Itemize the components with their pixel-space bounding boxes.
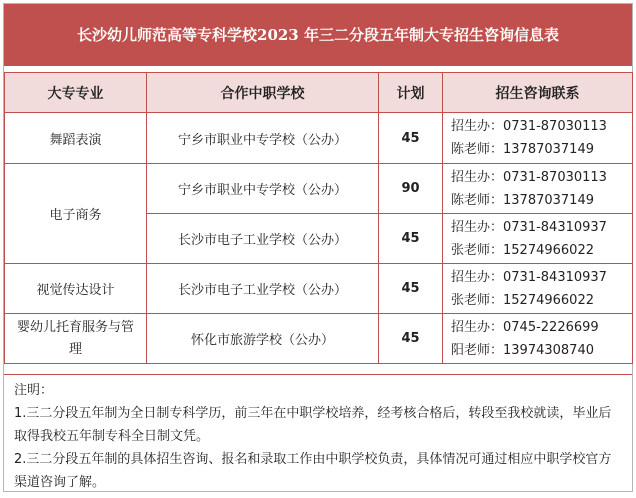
contact-cell — [443, 164, 633, 214]
contact-cell — [443, 264, 633, 314]
plan-cell: 45 — [379, 214, 443, 264]
enrollment-table — [4, 72, 633, 364]
major-cell: 舞蹈表演 — [5, 113, 147, 164]
notes-section — [4, 374, 632, 490]
contact-cell — [443, 113, 633, 164]
note-item-2: 2.三二分段五年制的具体招生咨询、报名和录取工作由中职学校负责，具体情况可通过相应中职学校官方渠道咨询了解。 — [14, 452, 612, 490]
plan-cell: 45 — [379, 314, 443, 364]
office-phone: 招生办：0745-2226699 — [451, 319, 599, 335]
teacher-phone: 张老师：15274966022 — [451, 242, 594, 258]
table-header-row — [5, 73, 633, 113]
contact-cell — [443, 214, 633, 264]
header-contact: 招生咨询联系 — [443, 73, 633, 113]
table-row — [5, 164, 633, 214]
office-phone: 招生办：0731-87030113 — [451, 169, 607, 185]
office-phone: 招生办：0731-84310937 — [451, 219, 607, 235]
header-plan: 计划 — [379, 73, 443, 113]
teacher-phone: 陈老师：13787037149 — [451, 192, 594, 208]
header-major: 大专专业 — [5, 73, 147, 113]
teacher-phone: 张老师：15274966022 — [451, 292, 594, 308]
contact-cell — [443, 314, 633, 364]
office-phone: 招生办：0731-84310937 — [451, 269, 607, 285]
plan-cell: 45 — [379, 113, 443, 164]
major-cell: 电子商务 — [5, 164, 147, 264]
table-row — [5, 314, 633, 364]
office-phone: 招生办：0731-87030113 — [451, 119, 607, 134]
sheet-title: 长沙幼儿师范高等专科学校2023 年三二分段五年制大专招生咨询信息表 — [4, 4, 632, 66]
major-cell: 视觉传达设计 — [5, 264, 147, 314]
plan-cell: 45 — [379, 264, 443, 314]
school-cell: 长沙市电子工业学校（公办） — [147, 214, 379, 264]
notes-heading: 注明： — [14, 383, 54, 398]
info-sheet — [3, 3, 633, 492]
table-row — [5, 264, 633, 314]
major-cell: 婴幼儿托育服务与管理 — [5, 314, 147, 364]
teacher-phone: 阳老师：13974308740 — [451, 342, 594, 358]
header-school: 合作中职学校 — [147, 73, 379, 113]
school-cell: 怀化市旅游学校（公办） — [147, 314, 379, 364]
school-cell: 宁乡市职业中专学校（公办） — [147, 164, 379, 214]
table-row — [5, 113, 633, 164]
plan-cell: 90 — [379, 164, 443, 214]
school-cell: 宁乡市职业中专学校（公办） — [147, 113, 379, 164]
school-cell: 长沙市电子工业学校（公办） — [147, 264, 379, 314]
teacher-phone: 陈老师：13787037149 — [451, 142, 594, 157]
note-item-1: 1.三二分段五年制为全日制专科学历，前三年在中职学校培养，经考核合格后，转段至我校就读，毕业后取得我校五年制专科全日制文凭。 — [14, 406, 612, 444]
